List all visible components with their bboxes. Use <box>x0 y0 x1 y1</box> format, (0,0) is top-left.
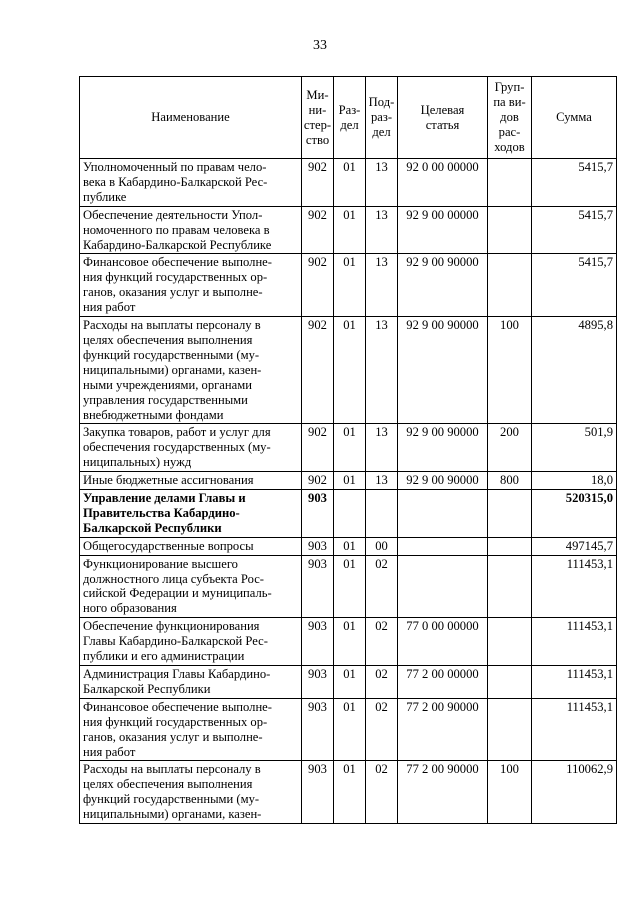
cell-target: 77 0 00 00000 <box>398 618 488 666</box>
cell-section: 01 <box>334 206 366 254</box>
cell-sum: 5415,7 <box>532 254 617 317</box>
cell-group <box>488 490 532 538</box>
cell-section: 01 <box>334 472 366 490</box>
table-row <box>80 472 617 490</box>
header-group: Груп- па ви- дов рас- ходов <box>488 77 532 159</box>
cell-ministry: 903 <box>302 555 334 618</box>
cell-name: Функционирование высшего должностного лица субъекта Рос- сийской Федерации и муниципаль- ного образования <box>80 555 302 618</box>
cell-sum: 111453,1 <box>532 555 617 618</box>
cell-ministry: 903 <box>302 761 334 824</box>
cell-ministry: 902 <box>302 206 334 254</box>
header-section: Раз- дел <box>334 77 366 159</box>
cell-name: Обеспечение функционирования Главы Кабардино-Балкарской Рес- публики и его администрации <box>80 618 302 666</box>
cell-ministry: 902 <box>302 254 334 317</box>
cell-ministry: 902 <box>302 424 334 472</box>
cell-subsection: 13 <box>366 254 398 317</box>
cell-ministry: 903 <box>302 537 334 555</box>
table-row <box>80 618 617 666</box>
cell-ministry: 903 <box>302 698 334 761</box>
table-row <box>80 317 617 424</box>
cell-sum: 4895,8 <box>532 317 617 424</box>
cell-name: Расходы на выплаты персоналу в целях обеспечения выполнения функций государственными (му- ниципальными) органами, казен- ными учреждениями, органами управления государственными внебюджетными фондами <box>80 317 302 424</box>
cell-group <box>488 618 532 666</box>
cell-group <box>488 206 532 254</box>
cell-sum: 5415,7 <box>532 206 617 254</box>
cell-subsection: 02 <box>366 761 398 824</box>
cell-subsection: 00 <box>366 537 398 555</box>
cell-target: 92 9 00 00000 <box>398 206 488 254</box>
cell-name: Расходы на выплаты персоналу в целях обеспечения выполнения функций государственными (му- ниципальными) органами, казен- <box>80 761 302 824</box>
cell-subsection: 13 <box>366 159 398 207</box>
header-name: Наименование <box>80 77 302 159</box>
cell-target <box>398 490 488 538</box>
cell-sum: 111453,1 <box>532 698 617 761</box>
cell-sum: 5415,7 <box>532 159 617 207</box>
cell-sum: 18,0 <box>532 472 617 490</box>
cell-section: 01 <box>334 159 366 207</box>
header-sum: Сумма <box>532 77 617 159</box>
cell-group <box>488 666 532 699</box>
cell-sum: 520315,0 <box>532 490 617 538</box>
cell-group: 800 <box>488 472 532 490</box>
cell-sum: 111453,1 <box>532 618 617 666</box>
cell-name: Финансовое обеспечение выполне- ния функций государственных ор- ганов, оказания услуг и выполне- ния работ <box>80 698 302 761</box>
cell-target: 92 0 00 00000 <box>398 159 488 207</box>
cell-group: 100 <box>488 761 532 824</box>
cell-target: 92 9 00 90000 <box>398 254 488 317</box>
table-row <box>80 698 617 761</box>
cell-target: 77 2 00 90000 <box>398 761 488 824</box>
table-row <box>80 555 617 618</box>
table-row <box>80 254 617 317</box>
cell-subsection: 02 <box>366 666 398 699</box>
cell-sum: 497145,7 <box>532 537 617 555</box>
cell-group: 100 <box>488 317 532 424</box>
table-row <box>80 424 617 472</box>
cell-section: 01 <box>334 618 366 666</box>
cell-name: Иные бюджетные ассигнования <box>80 472 302 490</box>
cell-name: Общегосударственные вопросы <box>80 537 302 555</box>
table-row <box>80 761 617 824</box>
cell-group <box>488 537 532 555</box>
table-row <box>80 537 617 555</box>
cell-section: 01 <box>334 555 366 618</box>
header-target: Целевая статья <box>398 77 488 159</box>
cell-subsection: 02 <box>366 555 398 618</box>
cell-section: 01 <box>334 424 366 472</box>
cell-name: Управление делами Главы и Правительства Кабардино- Балкарской Республики <box>80 490 302 538</box>
cell-sum: 110062,9 <box>532 761 617 824</box>
table-row <box>80 159 617 207</box>
cell-group <box>488 159 532 207</box>
cell-section: 01 <box>334 666 366 699</box>
cell-section: 01 <box>334 761 366 824</box>
cell-target: 77 2 00 00000 <box>398 666 488 699</box>
cell-ministry: 903 <box>302 666 334 699</box>
header-subsection: Под- раз- дел <box>366 77 398 159</box>
cell-group <box>488 254 532 317</box>
cell-subsection: 13 <box>366 317 398 424</box>
cell-ministry: 903 <box>302 490 334 538</box>
cell-subsection: 13 <box>366 472 398 490</box>
cell-subsection <box>366 490 398 538</box>
cell-target <box>398 537 488 555</box>
cell-section: 01 <box>334 254 366 317</box>
cell-section: 01 <box>334 537 366 555</box>
cell-group <box>488 698 532 761</box>
cell-target: 92 9 00 90000 <box>398 317 488 424</box>
cell-group: 200 <box>488 424 532 472</box>
cell-target: 92 9 00 90000 <box>398 472 488 490</box>
cell-subsection: 02 <box>366 698 398 761</box>
cell-target: 92 9 00 90000 <box>398 424 488 472</box>
cell-target <box>398 555 488 618</box>
cell-name: Администрация Главы Кабардино- Балкарской Республики <box>80 666 302 699</box>
table-header-row <box>80 77 617 159</box>
cell-ministry: 902 <box>302 159 334 207</box>
cell-sum: 501,9 <box>532 424 617 472</box>
cell-section: 01 <box>334 698 366 761</box>
cell-group <box>488 555 532 618</box>
cell-subsection: 13 <box>366 424 398 472</box>
cell-subsection: 13 <box>366 206 398 254</box>
page-number: 33 <box>313 38 327 53</box>
cell-sum: 111453,1 <box>532 666 617 699</box>
cell-name: Уполномоченный по правам чело- века в Кабардино-Балкарской Рес- публике <box>80 159 302 207</box>
cell-name: Финансовое обеспечение выполне- ния функций государственных ор- ганов, оказания услуг и выполне- ния работ <box>80 254 302 317</box>
cell-name: Обеспечение деятельности Упол- номоченного по правам человека в Кабардино-Балкарской Республике <box>80 206 302 254</box>
cell-section <box>334 490 366 538</box>
cell-subsection: 02 <box>366 618 398 666</box>
cell-target: 77 2 00 90000 <box>398 698 488 761</box>
cell-section: 01 <box>334 317 366 424</box>
header-ministry: Ми- ни- стер- ство <box>302 77 334 159</box>
cell-ministry: 903 <box>302 618 334 666</box>
cell-ministry: 902 <box>302 317 334 424</box>
cell-name: Закупка товаров, работ и услуг для обеспечения государственных (му- ниципальных) нужд <box>80 424 302 472</box>
table-row <box>80 206 617 254</box>
budget-table <box>79 76 617 824</box>
table-row <box>80 490 617 538</box>
table-row <box>80 666 617 699</box>
cell-ministry: 902 <box>302 472 334 490</box>
